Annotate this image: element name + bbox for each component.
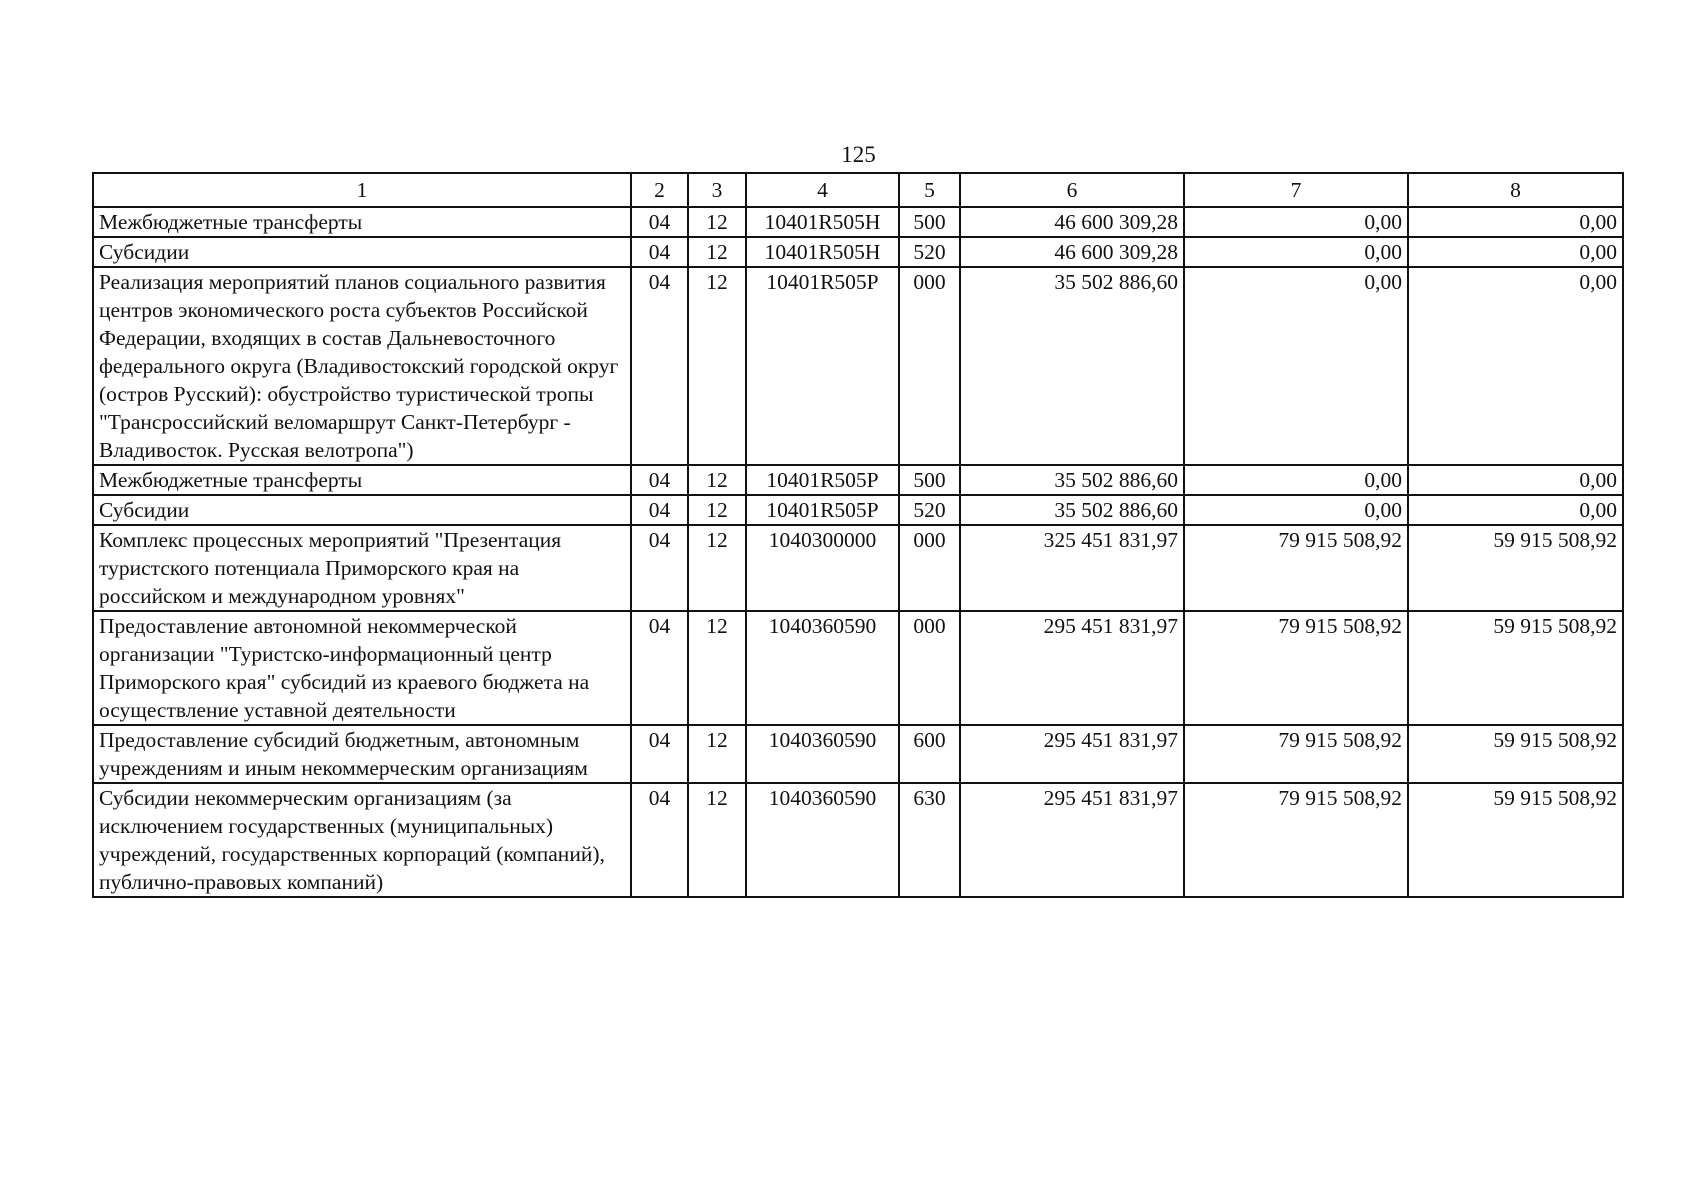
target-article-cell: 10401R505P xyxy=(746,495,899,525)
amount-col6-cell: 46 600 309,28 xyxy=(960,237,1184,267)
target-article-cell: 1040360590 xyxy=(746,783,899,897)
row-name-cell: Предоставление субсидий бюджетным, автономным учреждениям и иным некоммерческим организациям xyxy=(93,725,631,783)
amount-col8-cell: 0,00 xyxy=(1408,267,1623,465)
expense-type-cell: 000 xyxy=(899,525,960,611)
row-name-cell: Межбюджетные трансферты xyxy=(93,207,631,237)
section-code-cell: 04 xyxy=(631,725,688,783)
header-cell: 1 xyxy=(93,173,631,207)
section-code-cell: 04 xyxy=(631,525,688,611)
subsection-code-cell: 12 xyxy=(688,267,746,465)
table-row xyxy=(93,267,1623,465)
subsection-code-cell: 12 xyxy=(688,611,746,725)
amount-col7-cell: 0,00 xyxy=(1184,465,1408,495)
amount-col7-cell: 0,00 xyxy=(1184,237,1408,267)
table-row xyxy=(93,783,1623,897)
amount-col6-cell: 35 502 886,60 xyxy=(960,495,1184,525)
amount-col6-cell: 295 451 831,97 xyxy=(960,725,1184,783)
amount-col7-cell: 79 915 508,92 xyxy=(1184,725,1408,783)
row-name-cell: Субсидии некоммерческим организациям (за исключением государственных (муниципальных) учреждений, государственных корпораций (компаний), публично-правовых компаний) xyxy=(93,783,631,897)
target-article-cell: 10401R505H xyxy=(746,237,899,267)
header-cell: 6 xyxy=(960,173,1184,207)
amount-col8-cell: 0,00 xyxy=(1408,495,1623,525)
header-cell: 4 xyxy=(746,173,899,207)
expense-type-cell: 500 xyxy=(899,207,960,237)
subsection-code-cell: 12 xyxy=(688,525,746,611)
row-name-cell: Межбюджетные трансферты xyxy=(93,465,631,495)
target-article-cell: 10401R505P xyxy=(746,267,899,465)
header-cell: 3 xyxy=(688,173,746,207)
row-name-cell: Субсидии xyxy=(93,495,631,525)
subsection-code-cell: 12 xyxy=(688,725,746,783)
section-code-cell: 04 xyxy=(631,267,688,465)
expense-type-cell: 500 xyxy=(899,465,960,495)
expense-type-cell: 600 xyxy=(899,725,960,783)
amount-col8-cell: 0,00 xyxy=(1408,237,1623,267)
expense-type-cell: 000 xyxy=(899,611,960,725)
amount-col7-cell: 79 915 508,92 xyxy=(1184,611,1408,725)
table-row xyxy=(93,611,1623,725)
header-cell: 8 xyxy=(1408,173,1623,207)
amount-col6-cell: 46 600 309,28 xyxy=(960,207,1184,237)
table-row xyxy=(93,725,1623,783)
expense-type-cell: 520 xyxy=(899,495,960,525)
target-article-cell: 1040360590 xyxy=(746,725,899,783)
header-cell: 5 xyxy=(899,173,960,207)
section-code-cell: 04 xyxy=(631,611,688,725)
amount-col7-cell: 0,00 xyxy=(1184,495,1408,525)
amount-col8-cell: 0,00 xyxy=(1408,207,1623,237)
target-article-cell: 10401R505H xyxy=(746,207,899,237)
table-row xyxy=(93,525,1623,611)
budget-table xyxy=(92,172,1624,898)
subsection-code-cell: 12 xyxy=(688,495,746,525)
expense-type-cell: 000 xyxy=(899,267,960,465)
subsection-code-cell: 12 xyxy=(688,237,746,267)
expense-type-cell: 630 xyxy=(899,783,960,897)
row-name-cell: Реализация мероприятий планов социального развития центров экономического роста субъектов Российской Федерации, входящих в состав Дальневосточного федерального округа (Владивостокский городской округ (остров Русский): обустройство туристической тропы "Трансроссийский веломаршрут Санкт-Петербург - Владивосток. Русская велотропа") xyxy=(93,267,631,465)
row-name-cell: Субсидии xyxy=(93,237,631,267)
amount-col6-cell: 325 451 831,97 xyxy=(960,525,1184,611)
table-row xyxy=(93,495,1623,525)
table-row xyxy=(93,465,1623,495)
page-number: 125 xyxy=(841,142,876,167)
subsection-code-cell: 12 xyxy=(688,465,746,495)
amount-col8-cell: 59 915 508,92 xyxy=(1408,611,1623,725)
table-row xyxy=(93,207,1623,237)
amount-col8-cell: 0,00 xyxy=(1408,465,1623,495)
subsection-code-cell: 12 xyxy=(688,783,746,897)
row-name-cell: Комплекс процессных мероприятий "Презентация туристского потенциала Приморского края на российском и международном уровнях" xyxy=(93,525,631,611)
section-code-cell: 04 xyxy=(631,495,688,525)
row-name-cell: Предоставление автономной некоммерческой организации "Туристско-информационный центр Приморского края" субсидий из краевого бюджета на осуществление уставной деятельности xyxy=(93,611,631,725)
amount-col7-cell: 0,00 xyxy=(1184,207,1408,237)
section-code-cell: 04 xyxy=(631,783,688,897)
amount-col6-cell: 295 451 831,97 xyxy=(960,611,1184,725)
amount-col7-cell: 79 915 508,92 xyxy=(1184,525,1408,611)
header-cell: 2 xyxy=(631,173,688,207)
section-code-cell: 04 xyxy=(631,465,688,495)
target-article-cell: 1040360590 xyxy=(746,611,899,725)
target-article-cell: 10401R505P xyxy=(746,465,899,495)
amount-col7-cell: 0,00 xyxy=(1184,267,1408,465)
amount-col8-cell: 59 915 508,92 xyxy=(1408,525,1623,611)
subsection-code-cell: 12 xyxy=(688,207,746,237)
table-header-row xyxy=(93,173,1623,207)
amount-col7-cell: 79 915 508,92 xyxy=(1184,783,1408,897)
amount-col8-cell: 59 915 508,92 xyxy=(1408,725,1623,783)
section-code-cell: 04 xyxy=(631,237,688,267)
section-code-cell: 04 xyxy=(631,207,688,237)
amount-col6-cell: 295 451 831,97 xyxy=(960,783,1184,897)
header-cell: 7 xyxy=(1184,173,1408,207)
target-article-cell: 1040300000 xyxy=(746,525,899,611)
expense-type-cell: 520 xyxy=(899,237,960,267)
table-row xyxy=(93,237,1623,267)
amount-col8-cell: 59 915 508,92 xyxy=(1408,783,1623,897)
amount-col6-cell: 35 502 886,60 xyxy=(960,267,1184,465)
amount-col6-cell: 35 502 886,60 xyxy=(960,465,1184,495)
